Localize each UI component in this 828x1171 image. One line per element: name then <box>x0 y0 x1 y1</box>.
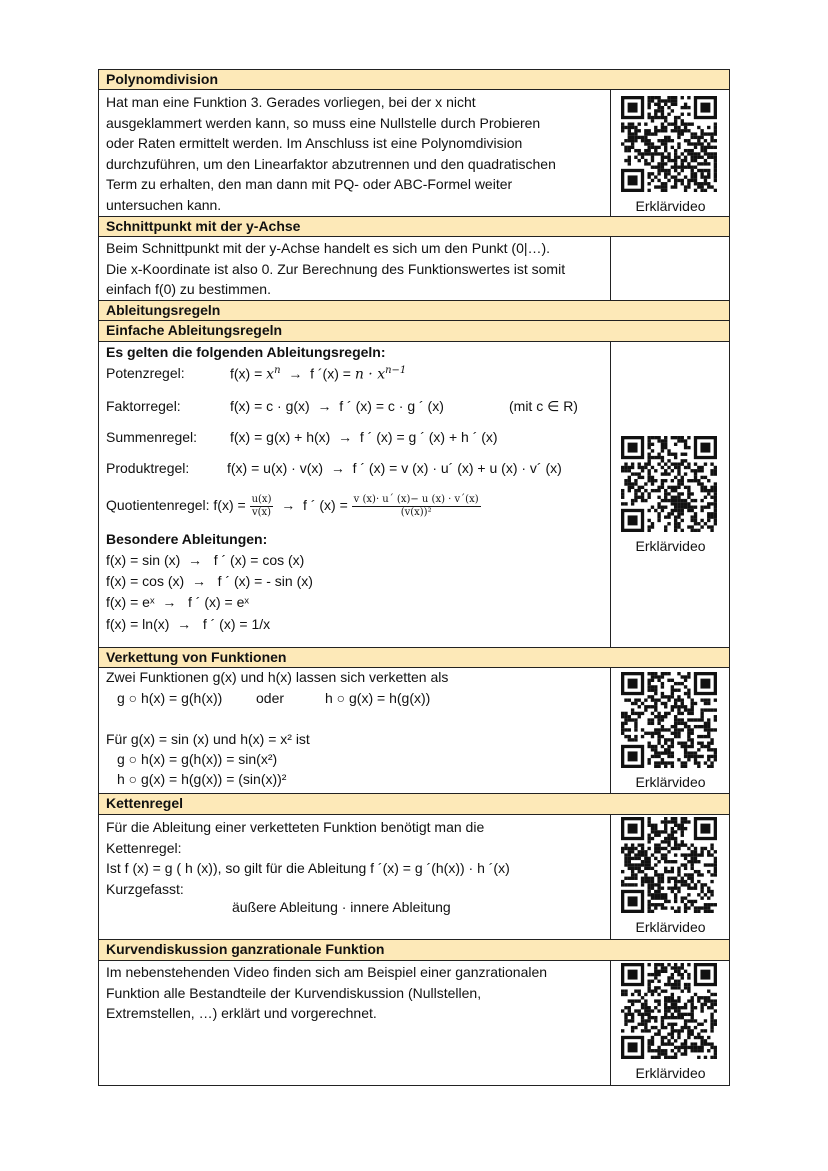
kette-summary: äußere Ableitung · innere Ableitung <box>232 899 451 915</box>
fraction-lhs: $\frac{u(x)}{v(x)}$ <box>251 493 272 518</box>
qr-code[interactable] <box>621 817 717 913</box>
qr-code[interactable] <box>621 96 717 192</box>
special-line: f(x) = eˣ → f ´ (x) = eˣ <box>106 594 249 610</box>
ableitung-video-cell[interactable] <box>610 342 729 647</box>
polynom-video-cell[interactable] <box>610 90 729 216</box>
rule-name: Potenzregel: <box>106 365 185 381</box>
special-title: Besondere Ableitungen: <box>106 531 268 547</box>
polynom-text <box>106 92 606 215</box>
rule-formula: f(x) = c · g(x) → f ´ (x) = c · g ´ (x) <box>230 398 444 414</box>
text-line: oder Raten ermittelt werden. Im Anschluss ist eine Polynomdivision <box>106 135 523 151</box>
rule-formula: f(x) = u(x) · v(x) → f ´ (x) = v (x) · u´ (x) + u (x) · v´ (x) <box>227 460 562 476</box>
cheat-sheet <box>98 69 730 1086</box>
rule-name: Faktorregel: <box>106 398 181 414</box>
text-line: Im nebenstehenden Video finden sich am Beispiel einer ganzrationalen <box>106 964 548 980</box>
qr-code[interactable] <box>621 963 717 1059</box>
yaxis-empty-cell <box>610 237 729 300</box>
text-line: Beim Schnittpunkt mit der y-Achse handelt es sich um den Punkt (0|…). <box>106 240 551 256</box>
video-caption[interactable]: Erklärvideo <box>635 538 706 554</box>
verkettung-video-cell[interactable] <box>610 668 729 793</box>
qr-code[interactable] <box>621 672 717 768</box>
text-line: durchzuführen, um den Linearfaktor abzutrennen und den quadratischen <box>106 155 556 172</box>
verkettung-example-intro: Für g(x) = sin (x) und h(x) = x² ist <box>106 731 310 747</box>
text-line: Hat man eine Funktion 3. Gerades vorliegen, bei der x nicht <box>106 94 476 110</box>
def-mid: oder <box>256 690 285 706</box>
section-title-polynomdivision: Polynomdivision <box>99 70 729 90</box>
video-caption[interactable]: Erklärvideo <box>635 774 706 790</box>
text-line: Extremstellen, …) erklärt und vorgerechnet. <box>106 1005 377 1021</box>
section-title-kurvendiskussion: Kurvendiskussion ganzrationale Funktion <box>99 940 729 961</box>
rule-quotient: Quotientenregel: f(x) = $\frac{u(x)}{v(x)}$ → f ´ (x) = $\frac{v (x)\cdot u´ (x)- u (x) \cdot v´(x)}{\text{(v(x))²}}$ <box>106 493 479 518</box>
kette-text <box>106 817 611 899</box>
fraction-rhs: $\frac{v (x)\cdot u´ (x)- u (x) \cdot v´(x)}{\text{(v(x))²}}$ <box>353 493 479 518</box>
kurven-video-cell[interactable] <box>610 961 729 1085</box>
section-title-verkettung: Verkettung von Funktionen <box>99 648 729 668</box>
yaxis-text <box>106 238 606 300</box>
rules-intro: Es gelten die folgenden Ableitungsregeln: <box>106 344 386 360</box>
verkettung-intro: Zwei Funktionen g(x) und h(x) lassen sich verketten als <box>106 669 449 685</box>
verkettung-example: g ○ h(x) = g(h(x)) = sin(x²) <box>117 751 278 767</box>
text-line: einfach f(0) zu bestimmen. <box>106 281 271 297</box>
def-left: g ○ h(x) = g(h(x)) <box>117 690 223 706</box>
text-line: Term zu erhalten, den man dann mit PQ- oder ABC-Formel weiter <box>106 176 513 192</box>
section-title-ableitungsregeln: Ableitungsregeln <box>99 301 729 321</box>
text-line: untersuchen kann. <box>106 196 222 213</box>
kurven-text <box>106 962 606 1024</box>
def-right: h ○ g(x) = h(g(x)) <box>325 690 431 706</box>
text-line: Ist f (x) = g ( h (x)), so gilt für die Ableitung f ´(x) = g ´(h(x)) · h ´(x) <box>106 860 510 876</box>
verkettung-example: h ○ g(x) = h(g(x)) = (sin(x))² <box>117 771 287 787</box>
special-line: f(x) = cos (x) → f ´ (x) = - sin (x) <box>106 573 313 589</box>
rule-formula: $f(x) = x^n \to f$ ´(x) = $n \cdot x^{n-1}$ <box>230 365 407 383</box>
text-line: Für die Ableitung einer verketteten Funktion benötigt man die <box>106 819 485 835</box>
rule-name: Summenregel: <box>106 429 198 445</box>
video-caption[interactable]: Erklärvideo <box>635 919 706 935</box>
verkettung-definition <box>117 690 431 706</box>
section-title-kettenregel: Kettenregel <box>99 794 729 815</box>
kette-video-cell[interactable] <box>610 815 729 939</box>
text-line: Kettenregel: <box>106 839 182 856</box>
rule-formula: f(x) = g(x) + h(x) → f ´ (x) = g ´ (x) + h ´ (x) <box>230 429 498 445</box>
text-line: ausgeklammert werden kann, so muss eine Nullstelle durch Probieren <box>106 114 541 131</box>
rule-name: Produktregel: <box>106 460 190 476</box>
qr-code[interactable] <box>621 436 717 532</box>
special-line: f(x) = sin (x) → f ´ (x) = cos (x) <box>106 552 305 568</box>
text-line: Kurzgefasst: <box>106 880 184 897</box>
video-caption[interactable]: Erklärvideo <box>635 198 706 214</box>
text-line: Funktion alle Bestandteile der Kurvendiskussion (Nullstellen, <box>106 984 482 1001</box>
section-subtitle-einfache-ableitungsregeln: Einfache Ableitungsregeln <box>99 321 729 342</box>
section-title-y-achse: Schnittpunkt mit der y-Achse <box>99 217 729 237</box>
rule-note: (mit c ∈ R) <box>509 398 578 414</box>
special-line: f(x) = ln(x) → f ´ (x) = 1/x <box>106 616 271 632</box>
video-caption[interactable]: Erklärvideo <box>635 1065 706 1081</box>
rule-name: Quotientenregel: <box>106 497 210 513</box>
text-line: Die x-Koordinate ist also 0. Zur Berechnung des Funktionswertes ist somit <box>106 260 566 277</box>
